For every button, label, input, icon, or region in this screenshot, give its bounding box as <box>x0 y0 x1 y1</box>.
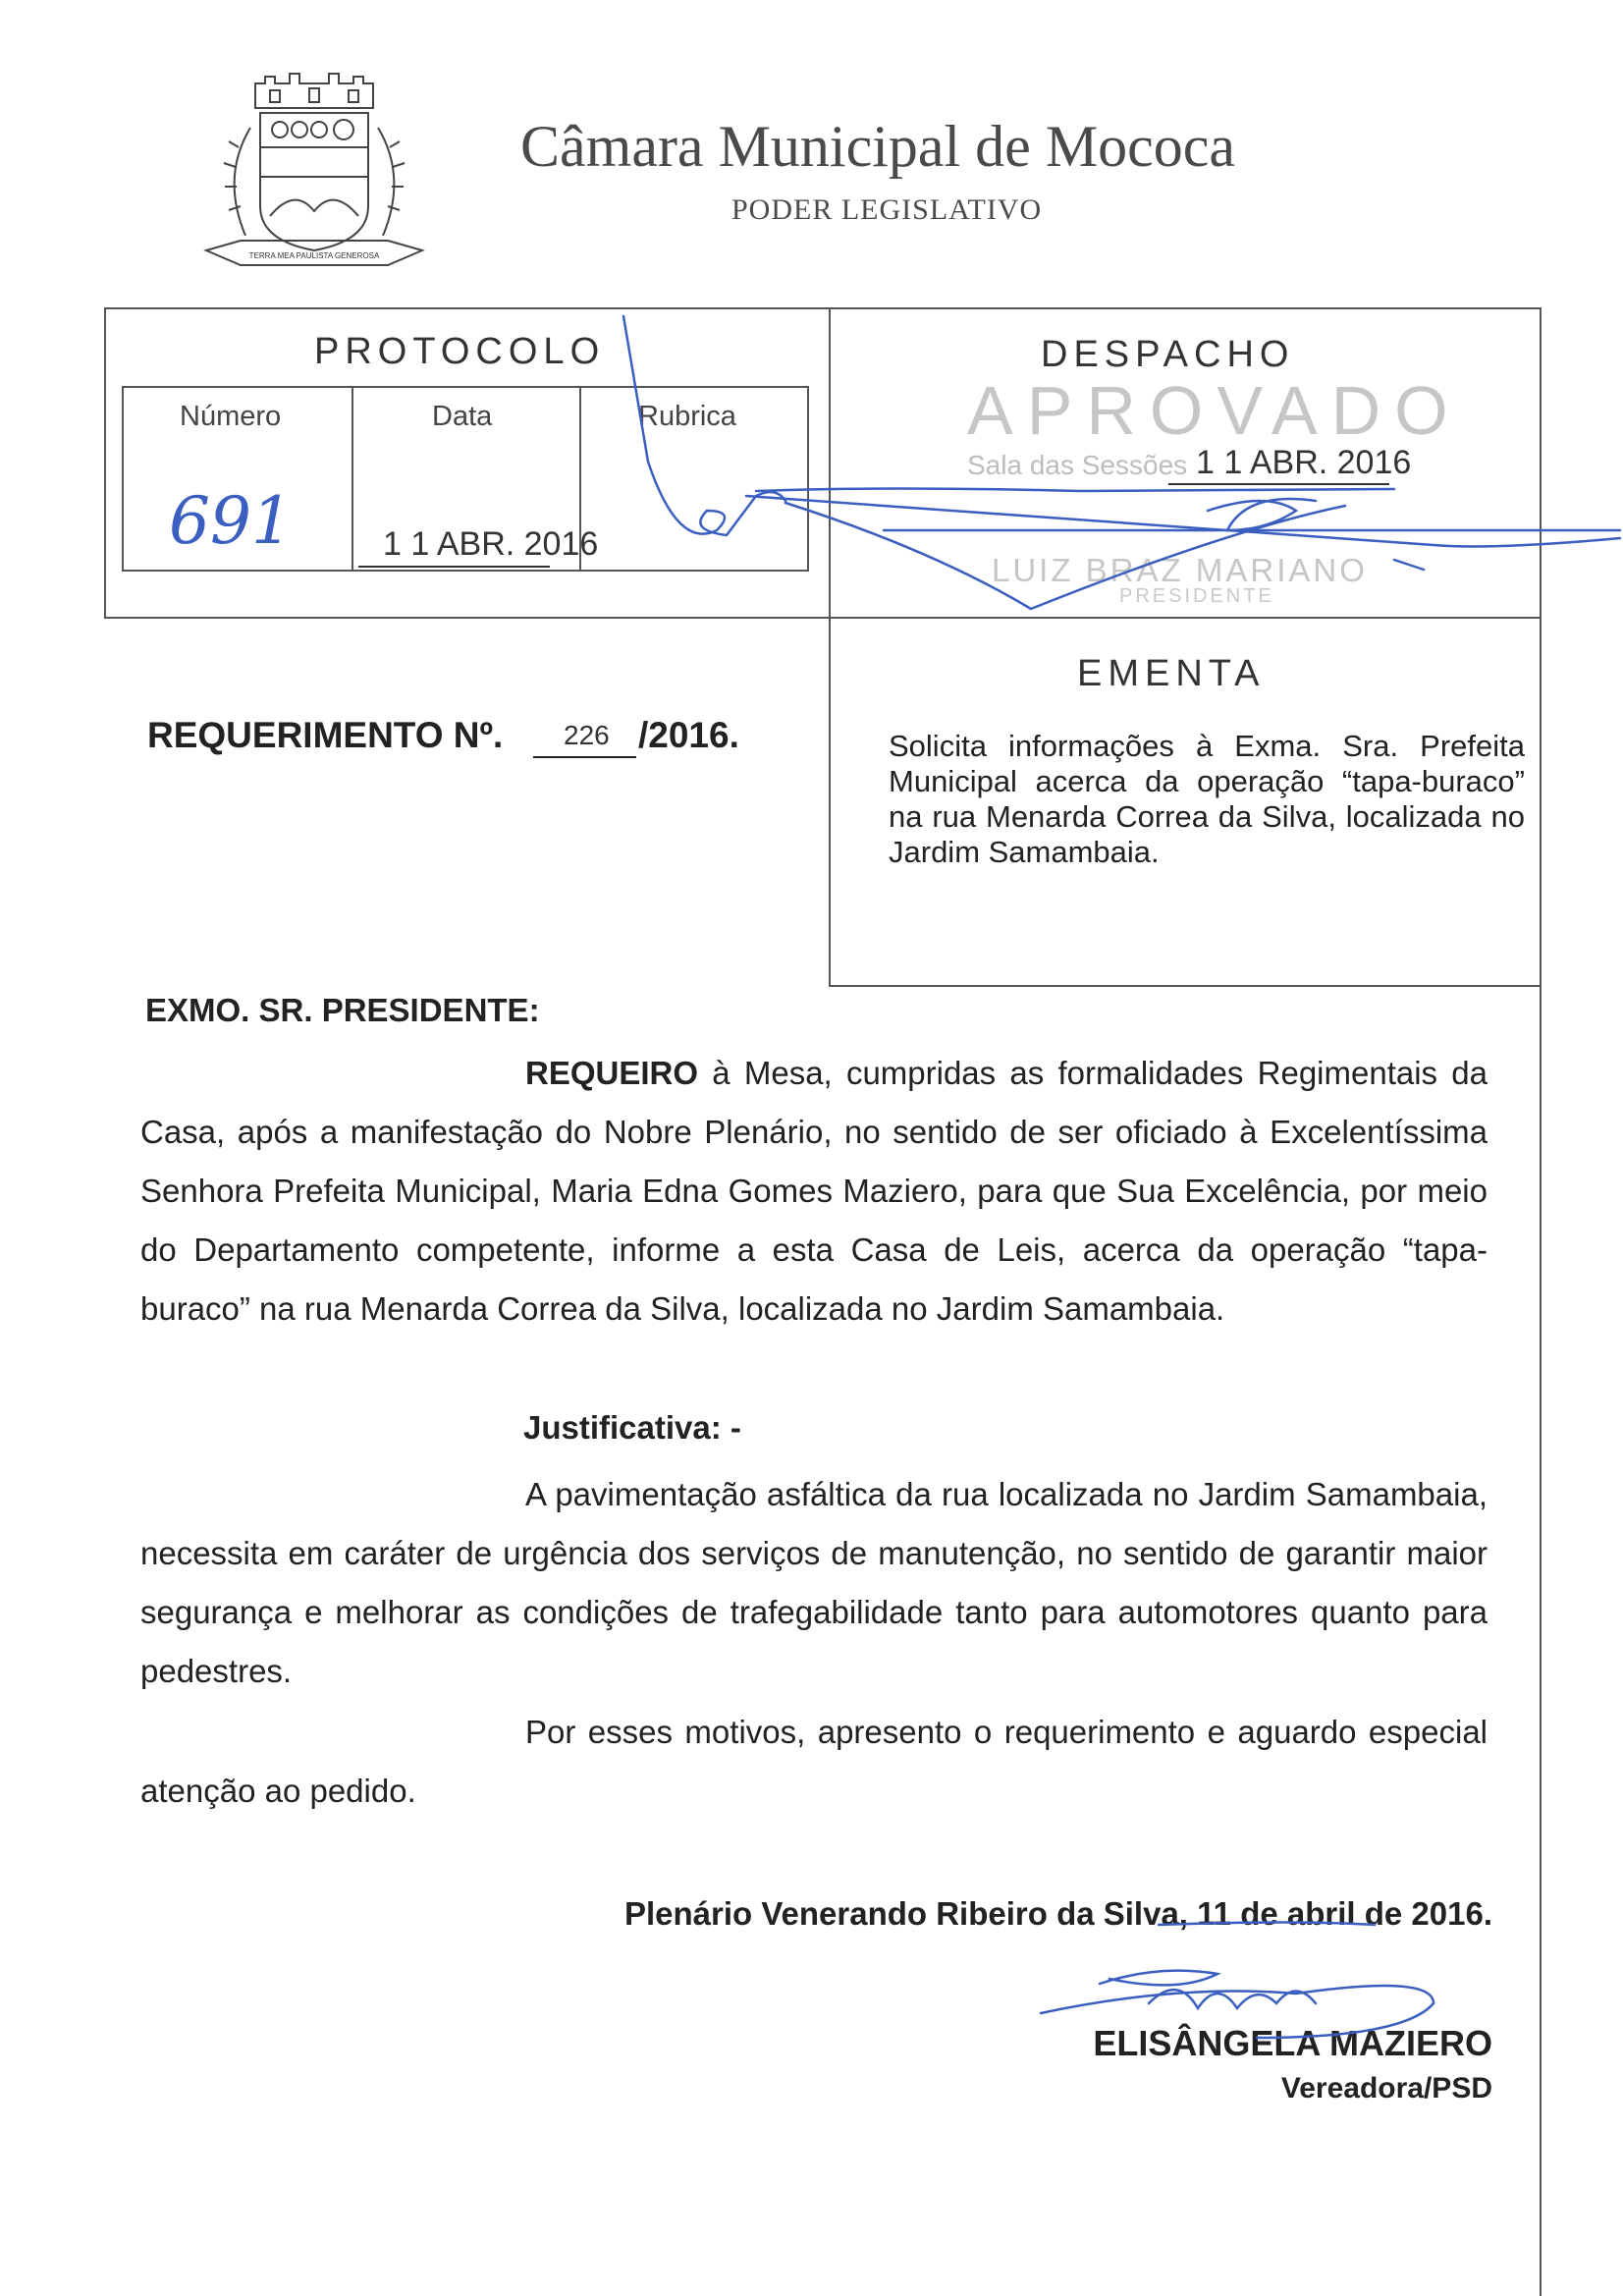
stamp-date: 1 1 ABR. 2016 <box>1196 444 1412 481</box>
protocolo-title: PROTOCOLO <box>314 331 606 372</box>
protocolo-table-left <box>122 386 124 572</box>
protocolo-data-value: 1 1 ABR. 2016 <box>383 525 599 563</box>
requerimento-number-underline <box>533 756 636 758</box>
protocolo-table-sep1 <box>352 386 353 572</box>
ementa-bottom <box>829 985 1542 987</box>
request-bold-word: REQUEIRO <box>525 1055 699 1091</box>
requerimento-year: /2016. <box>638 715 739 755</box>
stamp-president-name: LUIZ BRAZ MARIANO <box>992 552 1368 588</box>
stamp-president-role: PRESIDENTE <box>1119 585 1274 607</box>
frame-left <box>104 307 106 619</box>
closing-paragraph: Por esses motivos, apresento o requerimento e aguardo especial atenção ao pedido. <box>140 1714 1488 1809</box>
municipal-crest-icon <box>201 69 427 285</box>
ementa-text: Solicita informações à Exma. Sra. Prefeita Municipal acerca da operação “tapa-buraco” na rua Menarda Correa da Silva, localizada no Jardim Samambaia. <box>889 729 1525 869</box>
protocolo-date-underline <box>358 566 550 568</box>
protocolo-numero-value: 691 <box>169 483 293 559</box>
frame-center-vertical <box>829 307 831 985</box>
stamp-sala-das-sessoes: Sala das Sessões <box>967 450 1188 480</box>
organization-name: Câmara Municipal de Mococa <box>520 114 1236 179</box>
request-paragraph <box>140 1044 1488 1339</box>
stamp-date-underline <box>1168 483 1389 485</box>
organization-subtitle: PODER LEGISLATIVO <box>731 193 1043 226</box>
protocolo-table-bottom <box>122 570 809 572</box>
signer-role: Vereadora/PSD <box>1280 2072 1492 2105</box>
protocolo-col-numero: Número <box>180 401 282 432</box>
requerimento-number: 226 <box>564 720 610 750</box>
justification-title: Justificativa: - <box>523 1409 741 1446</box>
stamp-aprovado: APROVADO <box>967 372 1462 449</box>
requerimento-label: REQUERIMENTO Nº. <box>147 715 504 755</box>
frame-mid-divider <box>104 617 1542 619</box>
crest-motto: TERRA MEA PAULISTA GENEROSA <box>248 251 380 260</box>
frame-top <box>104 307 1542 309</box>
protocolo-col-data: Data <box>432 401 493 432</box>
place-and-date: Plenário Venerando Ribeiro da Silva, 11 de abril de 2016. <box>623 1895 1492 1932</box>
request-text: à Mesa, cumpridas as formalidades Regimentais da Casa, após a manifestação do Nobre Plenário, no sentido de ser oficiado à Excelentíssima Senhora Prefeita Municipal, Maria Edna Gomes Maziero, para que Sua Excelência, por meio do Departamento competente, informe a esta Casa de Leis, acerca da operação “tapa-buraco” na rua Menarda Correa da Silva, localizada no Jardim Samambaia. <box>140 1055 1488 1327</box>
justification-paragraph: A pavimentação asfáltica da rua localizada no Jardim Samambaia, necessita em caráter de urgência dos serviços de manutenção, no sentido de garantir maior segurança e melhorar as condições de trafegabilidade tanto para automotores quanto para pedestres. <box>140 1476 1488 1689</box>
protocolo-col-rubrica: Rubrica <box>638 401 736 432</box>
protocolo-table-right <box>807 386 809 572</box>
signer-name: ELISÂNGELA MAZIERO <box>1093 2023 1492 2063</box>
frame-right-vertical <box>1540 307 1542 2296</box>
despacho-title: DESPACHO <box>1041 334 1295 375</box>
ementa-title: EMENTA <box>1077 653 1266 694</box>
salutation: EXMO. SR. PRESIDENTE: <box>145 992 540 1028</box>
protocolo-table-top <box>122 386 809 388</box>
